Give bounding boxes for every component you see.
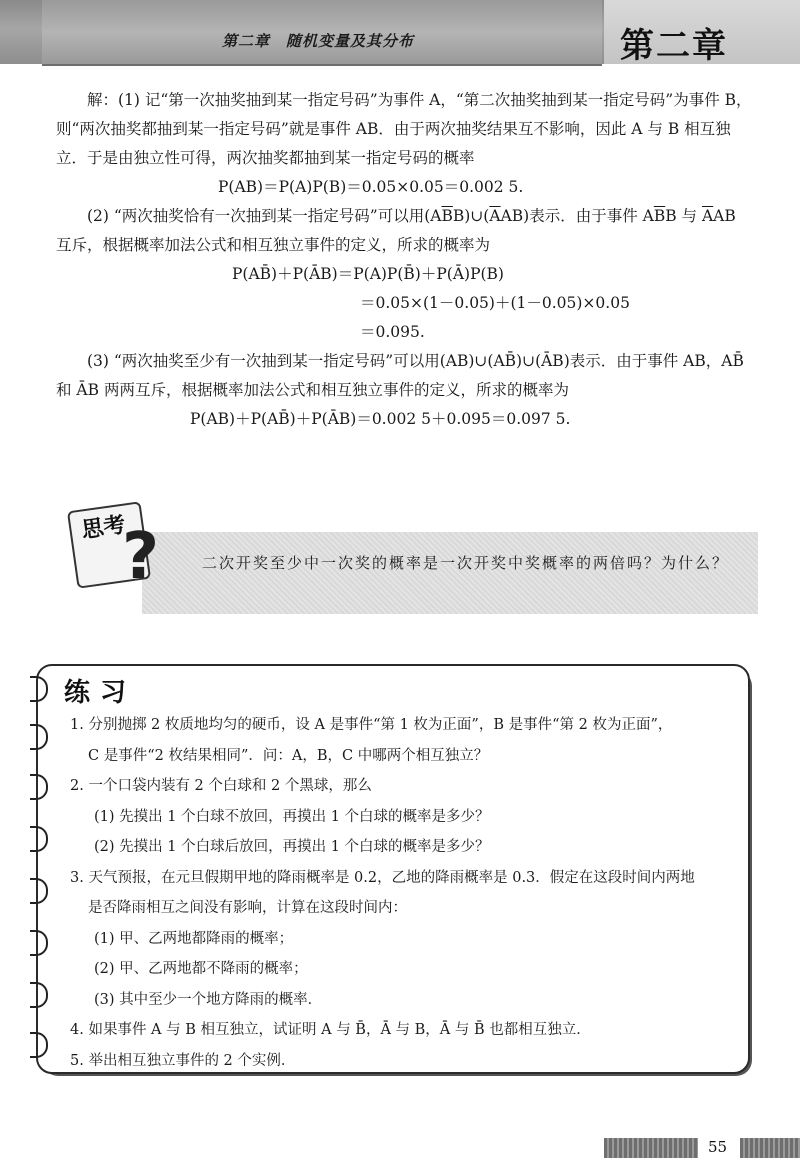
exercise-subitem: (2) 先摸出 1 个白球后放回，再摸出 1 个白球的概率是多少？	[94, 839, 490, 855]
overline-b-2: $\overline{B}$	[653, 207, 666, 225]
think-box	[72, 498, 758, 614]
binder-ring-icon	[30, 774, 48, 800]
question-mark-icon: ?	[122, 520, 160, 594]
overline-b: $\overline{B}$	[441, 207, 453, 225]
binder-ring-icon	[30, 1032, 48, 1058]
solution-part-3: (3) “两次抽奖至少有一次抽到某一指定号码”可以用(AB)∪(AB̄)∪(ĀB)表示．由于事件 AB，AB̄ 和 ĀB 两两互斥，根据概率加法公式和相互独立事件的定义，所求的概率为	[56, 352, 744, 399]
think-badge-label: 思考	[79, 511, 128, 544]
exercise-item: 3. 天气预报，在元旦假期甲地的降雨概率是 0.2，乙地的降雨概率是 0.3．假定在这段时间内两地	[70, 869, 695, 886]
exercise-subitem: (2) 甲、乙两地都不降雨的概率；	[94, 961, 308, 977]
binder-ring-icon	[30, 930, 48, 956]
exercise-item: 1. 分别抛掷 2 枚质地均匀的硬币，设 A 是事件“第 1 枚为正面”，B 是事件“第 2 枚为正面”，	[70, 717, 673, 733]
exercise-item: 2. 一个口袋内装有 2 个白球和 2 个黑球，那么	[70, 778, 372, 794]
exercise-subitem: (1) 甲、乙两地都降雨的概率；	[94, 930, 294, 947]
formula-2-line-3: ＝0.095.	[360, 323, 425, 341]
solution-part-2-text-e: AB 互斥，根据概率加法公式和相互独立事件的定义，所求的概率为	[56, 207, 736, 254]
exercise-box	[36, 664, 750, 1074]
exercise-title: 练习	[64, 678, 137, 708]
binder-ring-icon	[30, 676, 48, 702]
solution-part-2-text-d: B 与	[665, 207, 702, 225]
formula-2-line-2: ＝0.05×(1－0.05)＋(1－0.05)×0.05	[360, 294, 630, 312]
page-number: 55	[708, 1138, 728, 1156]
running-header-title: 第二章 随机变量及其分布	[222, 32, 415, 50]
solution-part-2-text-b: B)∪(	[452, 207, 490, 225]
exercise-item-continuation: C 是事件“2 枚结果相同”．问：A，B，C 中哪两个相互独立？	[88, 747, 489, 764]
solution-part-1: 解：(1) 记“第一次抽奖抽到某一指定号码”为事件 A，“第二次抽奖抽到某一指定号码”为事件 B，则“两次抽奖都抽到某一指定号码”就是事件 AB．由于两次抽奖结果互不影响，因此 A 与 B 相互独立．于是由独立性可得，两次抽奖都抽到某一指定号码的概率	[56, 91, 752, 167]
think-question: 二次开奖至少中一次奖的概率是一次开奖中奖概率的两倍吗？为什么？	[202, 554, 730, 572]
formula-1: P(AB)＝P(A)P(B)＝0.05×0.05＝0.002 5.	[218, 178, 524, 196]
binder-ring-icon	[30, 878, 48, 904]
overline-a-2: $\overline{A}$	[701, 207, 714, 225]
solution-part-2	[56, 202, 756, 260]
exercise-subitem: (1) 先摸出 1 个白球不放回，再摸出 1 个白球的概率是多少？	[94, 808, 490, 825]
solution-part-2-text-c: AB)表示．由于事件 A	[500, 207, 654, 225]
exercise-list	[70, 710, 734, 1076]
overline-a: $\overline{A}$	[489, 207, 501, 225]
formula-3: P(AB)＋P(AB̄)＋P(ĀB)＝0.002 5＋0.095＝0.097 5.	[190, 410, 571, 428]
footer-decor-bar-left	[604, 1138, 698, 1158]
exercise-item: 5. 举出相互独立事件的 2 个实例．	[70, 1052, 296, 1069]
binder-ring-icon	[30, 982, 48, 1008]
exercise-item-continuation: 是否降雨相互之间没有影响，计算在这段时间内：	[88, 900, 407, 916]
chapter-tab-label: 第二章	[620, 26, 728, 66]
binder-ring-icon	[30, 826, 48, 852]
exercise-item: 4. 如果事件 A 与 B 相互独立，试证明 A 与 B̄，Ā 与 B，Ā 与 B̄ 也都相互独立．	[70, 1022, 591, 1038]
solution-part-2-text-a: (2) “两次抽奖恰有一次抽到某一指定号码”可以用(A	[87, 207, 442, 225]
exercise-subitem: (3) 其中至少一个地方降雨的概率．	[94, 991, 323, 1008]
footer-decor-bar-right	[740, 1138, 800, 1158]
solution-section	[56, 86, 756, 434]
formula-2-line-1: P(AB̄)＋P(ĀB)＝P(A)P(B̄)＋P(Ā)P(B)	[232, 265, 504, 283]
binder-ring-icon	[30, 724, 48, 750]
